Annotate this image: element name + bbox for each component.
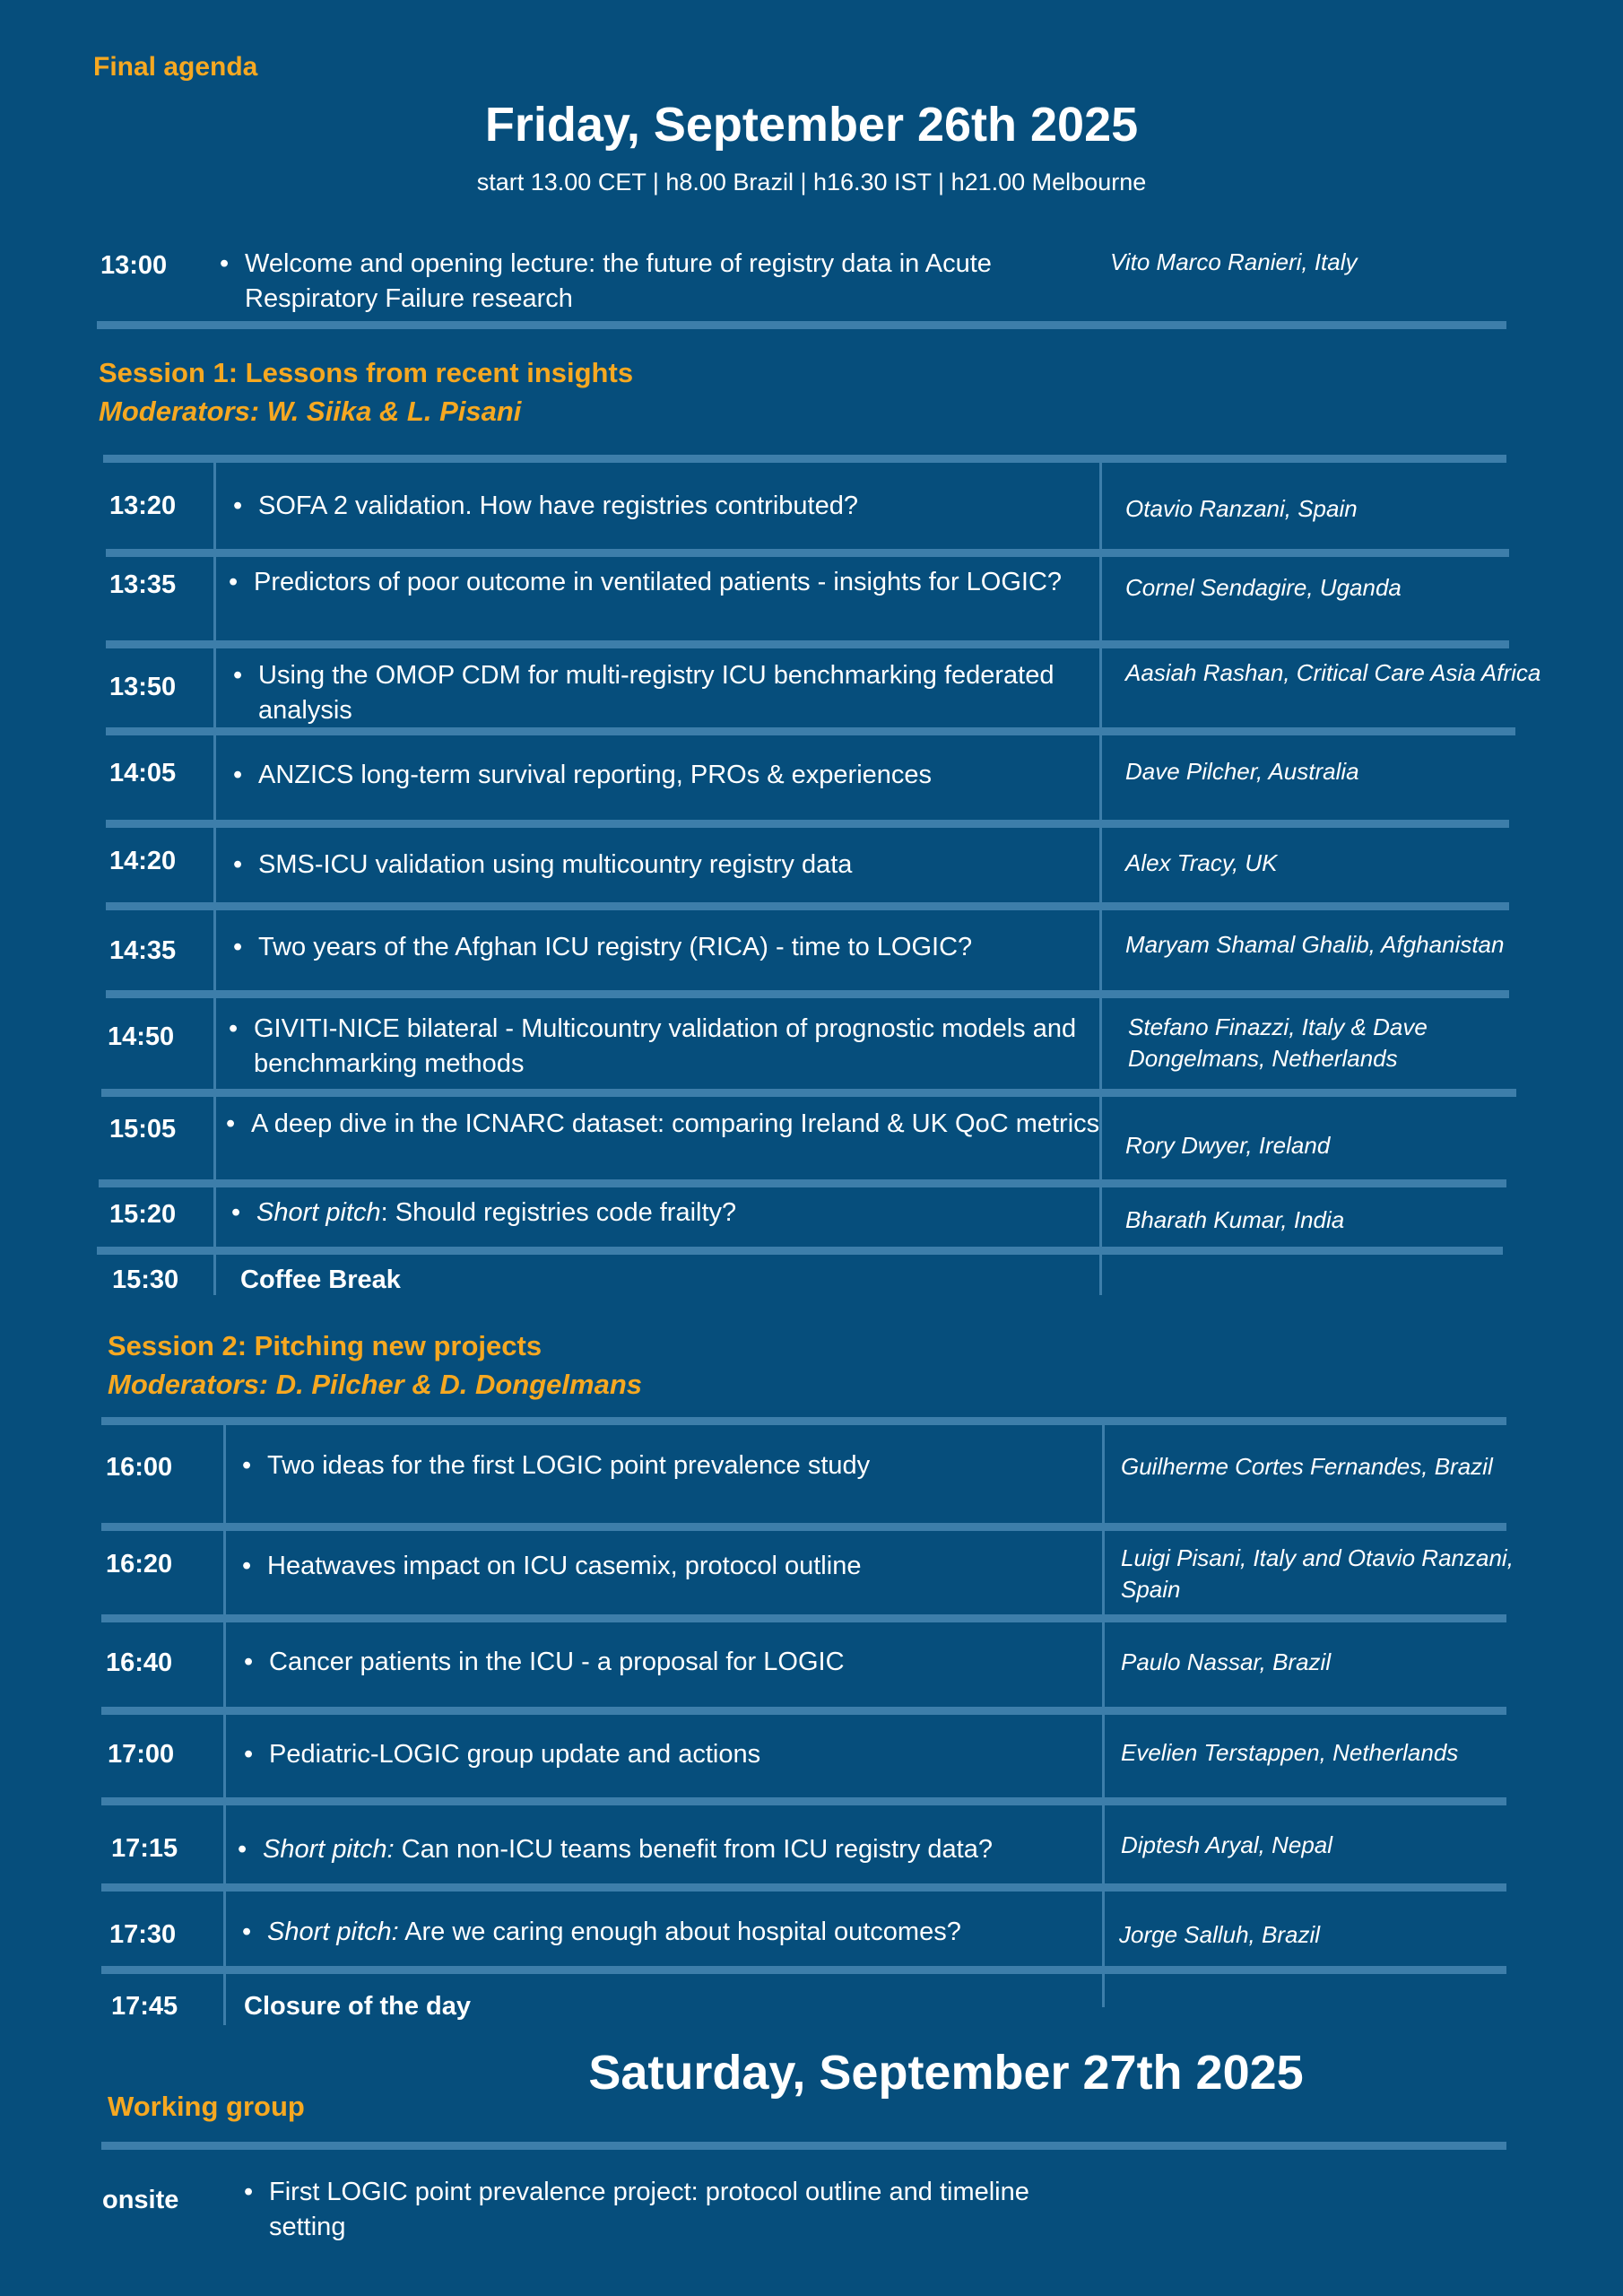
divider: [97, 321, 1506, 329]
divider: [101, 1417, 1506, 1425]
divider: [99, 1179, 1506, 1187]
session1-time: 14:35: [109, 936, 177, 965]
session1-speaker: Otavio Ranzani, Spain: [1125, 495, 1358, 522]
talk-title-text: Are we caring enough about hospital outcomes?: [398, 1918, 961, 1946]
session1-talk: • A deep dive in the ICNARC dataset: comparing Ireland & UK QoC metrics: [226, 1107, 1103, 1142]
session1-speaker: Stefano Finazzi, Italy & Dave Dongelmans, Netherlands: [1128, 1013, 1428, 1072]
session1-time: 14:50: [108, 1022, 175, 1051]
short-pitch-label: Short pitch: [256, 1198, 381, 1227]
column-divider: [223, 1421, 226, 2025]
session2-speaker: Paulo Nassar, Brazil: [1121, 1648, 1332, 1675]
session2-time: 17:15: [111, 1834, 178, 1863]
short-pitch-label: Short pitch:: [263, 1835, 395, 1864]
session1-time: 13:20: [109, 491, 177, 520]
short-pitch-label: Short pitch:: [267, 1918, 399, 1946]
coffee-break-label: Coffee Break: [240, 1265, 401, 1294]
divider: [106, 549, 1509, 557]
session1-speaker: Rory Dwyer, Ireland: [1125, 1132, 1331, 1159]
session2-talk: [238, 1832, 1106, 1867]
session1-talk: • Two years of the Afghan ICU registry (RICA) - time to LOGIC?: [233, 930, 1110, 965]
talk-title-text: Can non-ICU teams benefit from ICU registry data?: [394, 1835, 993, 1864]
session1-time: 15:20: [109, 1200, 177, 1229]
divider: [101, 2142, 1506, 2150]
divider: [101, 1089, 1516, 1097]
session1-time: 14:20: [109, 847, 177, 875]
session1-time: 13:35: [109, 570, 177, 599]
divider: [101, 1614, 1506, 1622]
session2-speaker: Jorge Salluh, Brazil: [1119, 1921, 1320, 1948]
working-group-item: • First LOGIC point prevalence project: protocol outline and timeline setting: [244, 2175, 1031, 2245]
session2-speaker: Evelien Terstappen, Netherlands: [1121, 1739, 1459, 1766]
coffee-break-time: 15:30: [112, 1265, 179, 1294]
opening-title: • Welcome and opening lecture: the future of registry data in Acute Respiratory Failure research: [220, 247, 1106, 317]
divider: [101, 1707, 1506, 1715]
session2-moderators: Moderators: D. Pilcher & D. Dongelmans: [108, 1369, 642, 1400]
final-agenda-label: Final agenda: [93, 52, 258, 82]
session1-moderators: Moderators: W. Siika & L. Pisani: [99, 396, 522, 427]
session1-talk: [231, 1196, 1108, 1231]
divider: [101, 1966, 1506, 1974]
session1-speaker: Bharath Kumar, India: [1125, 1206, 1345, 1233]
onsite-label: onsite: [102, 2186, 179, 2214]
divider: [106, 990, 1509, 998]
session1-speaker: Alex Tracy, UK: [1125, 849, 1278, 876]
session2-talk: • Pediatric-LOGIC group update and actions: [244, 1737, 1112, 1772]
session2-talk: • Cancer patients in the ICU - a proposal for LOGIC: [244, 1645, 1112, 1680]
session2-talk: • Two ideas for the first LOGIC point prevalence study: [242, 1448, 1110, 1483]
session2-speaker: Luigi Pisani, Italy and Otavio Ranzani, Spain: [1121, 1544, 1514, 1603]
talk-title-text: : Should registries code frailty?: [380, 1198, 737, 1227]
session1-time: 14:05: [109, 759, 177, 787]
opening-time: 13:00: [100, 251, 168, 280]
session1-time: 15:05: [109, 1115, 177, 1144]
divider: [103, 455, 1506, 463]
divider: [97, 1247, 1503, 1255]
session1-talk: • Using the OMOP CDM for multi-registry ICU benchmarking federated analysis: [233, 658, 1110, 728]
session1-speaker: Maryam Shamal Ghalib, Afghanistan: [1125, 931, 1505, 958]
session2-speaker: Guilherme Cortes Fernandes, Brazil: [1121, 1453, 1493, 1480]
closure-time: 17:45: [111, 1992, 178, 2021]
session1-talk: • ANZICS long-term survival reporting, PROs & experiences: [233, 758, 1110, 793]
session1-speaker: Aasiah Rashan, Critical Care Asia Africa: [1125, 659, 1541, 686]
session2-time: 16:20: [106, 1550, 173, 1578]
session1-time: 13:50: [109, 673, 177, 701]
session1-talk: • SMS-ICU validation using multicountry registry data: [233, 848, 1110, 883]
session1-speaker: Cornel Sendagire, Uganda: [1125, 574, 1402, 601]
session1-speaker: Dave Pilcher, Australia: [1125, 758, 1359, 785]
session1-talk: • SOFA 2 validation. How have registries contributed?: [233, 489, 1110, 524]
divider: [106, 820, 1509, 828]
session2-time: 17:00: [108, 1740, 175, 1769]
session2-speaker: Diptesh Aryal, Nepal: [1121, 1831, 1333, 1858]
working-group-label: Working group: [108, 2091, 305, 2122]
divider: [106, 902, 1509, 910]
divider: [101, 1523, 1506, 1531]
divider: [106, 727, 1515, 735]
session2-talk: [242, 1915, 1110, 1950]
closure-label: Closure of the day: [244, 1992, 471, 2021]
session1-title: Session 1: Lessons from recent insights: [99, 357, 634, 388]
day1-title: Friday, September 26th 2025: [484, 98, 1139, 152]
session2-title: Session 2: Pitching new projects: [108, 1330, 542, 1361]
divider: [106, 640, 1509, 648]
session1-talk: • GIVITI-NICE bilateral - Multicountry validation of prognostic models and benchmarking methods: [229, 1012, 1106, 1082]
opening-speaker: Vito Marco Ranieri, Italy: [1110, 248, 1358, 275]
column-divider: [213, 457, 216, 1295]
session2-time: 16:40: [106, 1648, 173, 1677]
start-times-line: start 13.00 CET | h8.00 Brazil | h16.30 IST | h21.00 Melbourne: [476, 169, 1147, 196]
session2-time: 16:00: [106, 1453, 173, 1482]
session1-talk: • Predictors of poor outcome in ventilated patients - insights for LOGIC?: [229, 565, 1106, 600]
day2-title: Saturday, September 27th 2025: [588, 2046, 1304, 2100]
divider: [101, 1797, 1506, 1805]
session2-time: 17:30: [109, 1920, 177, 1949]
divider: [101, 1883, 1506, 1892]
session2-talk: • Heatwaves impact on ICU casemix, protocol outline: [242, 1549, 1110, 1584]
